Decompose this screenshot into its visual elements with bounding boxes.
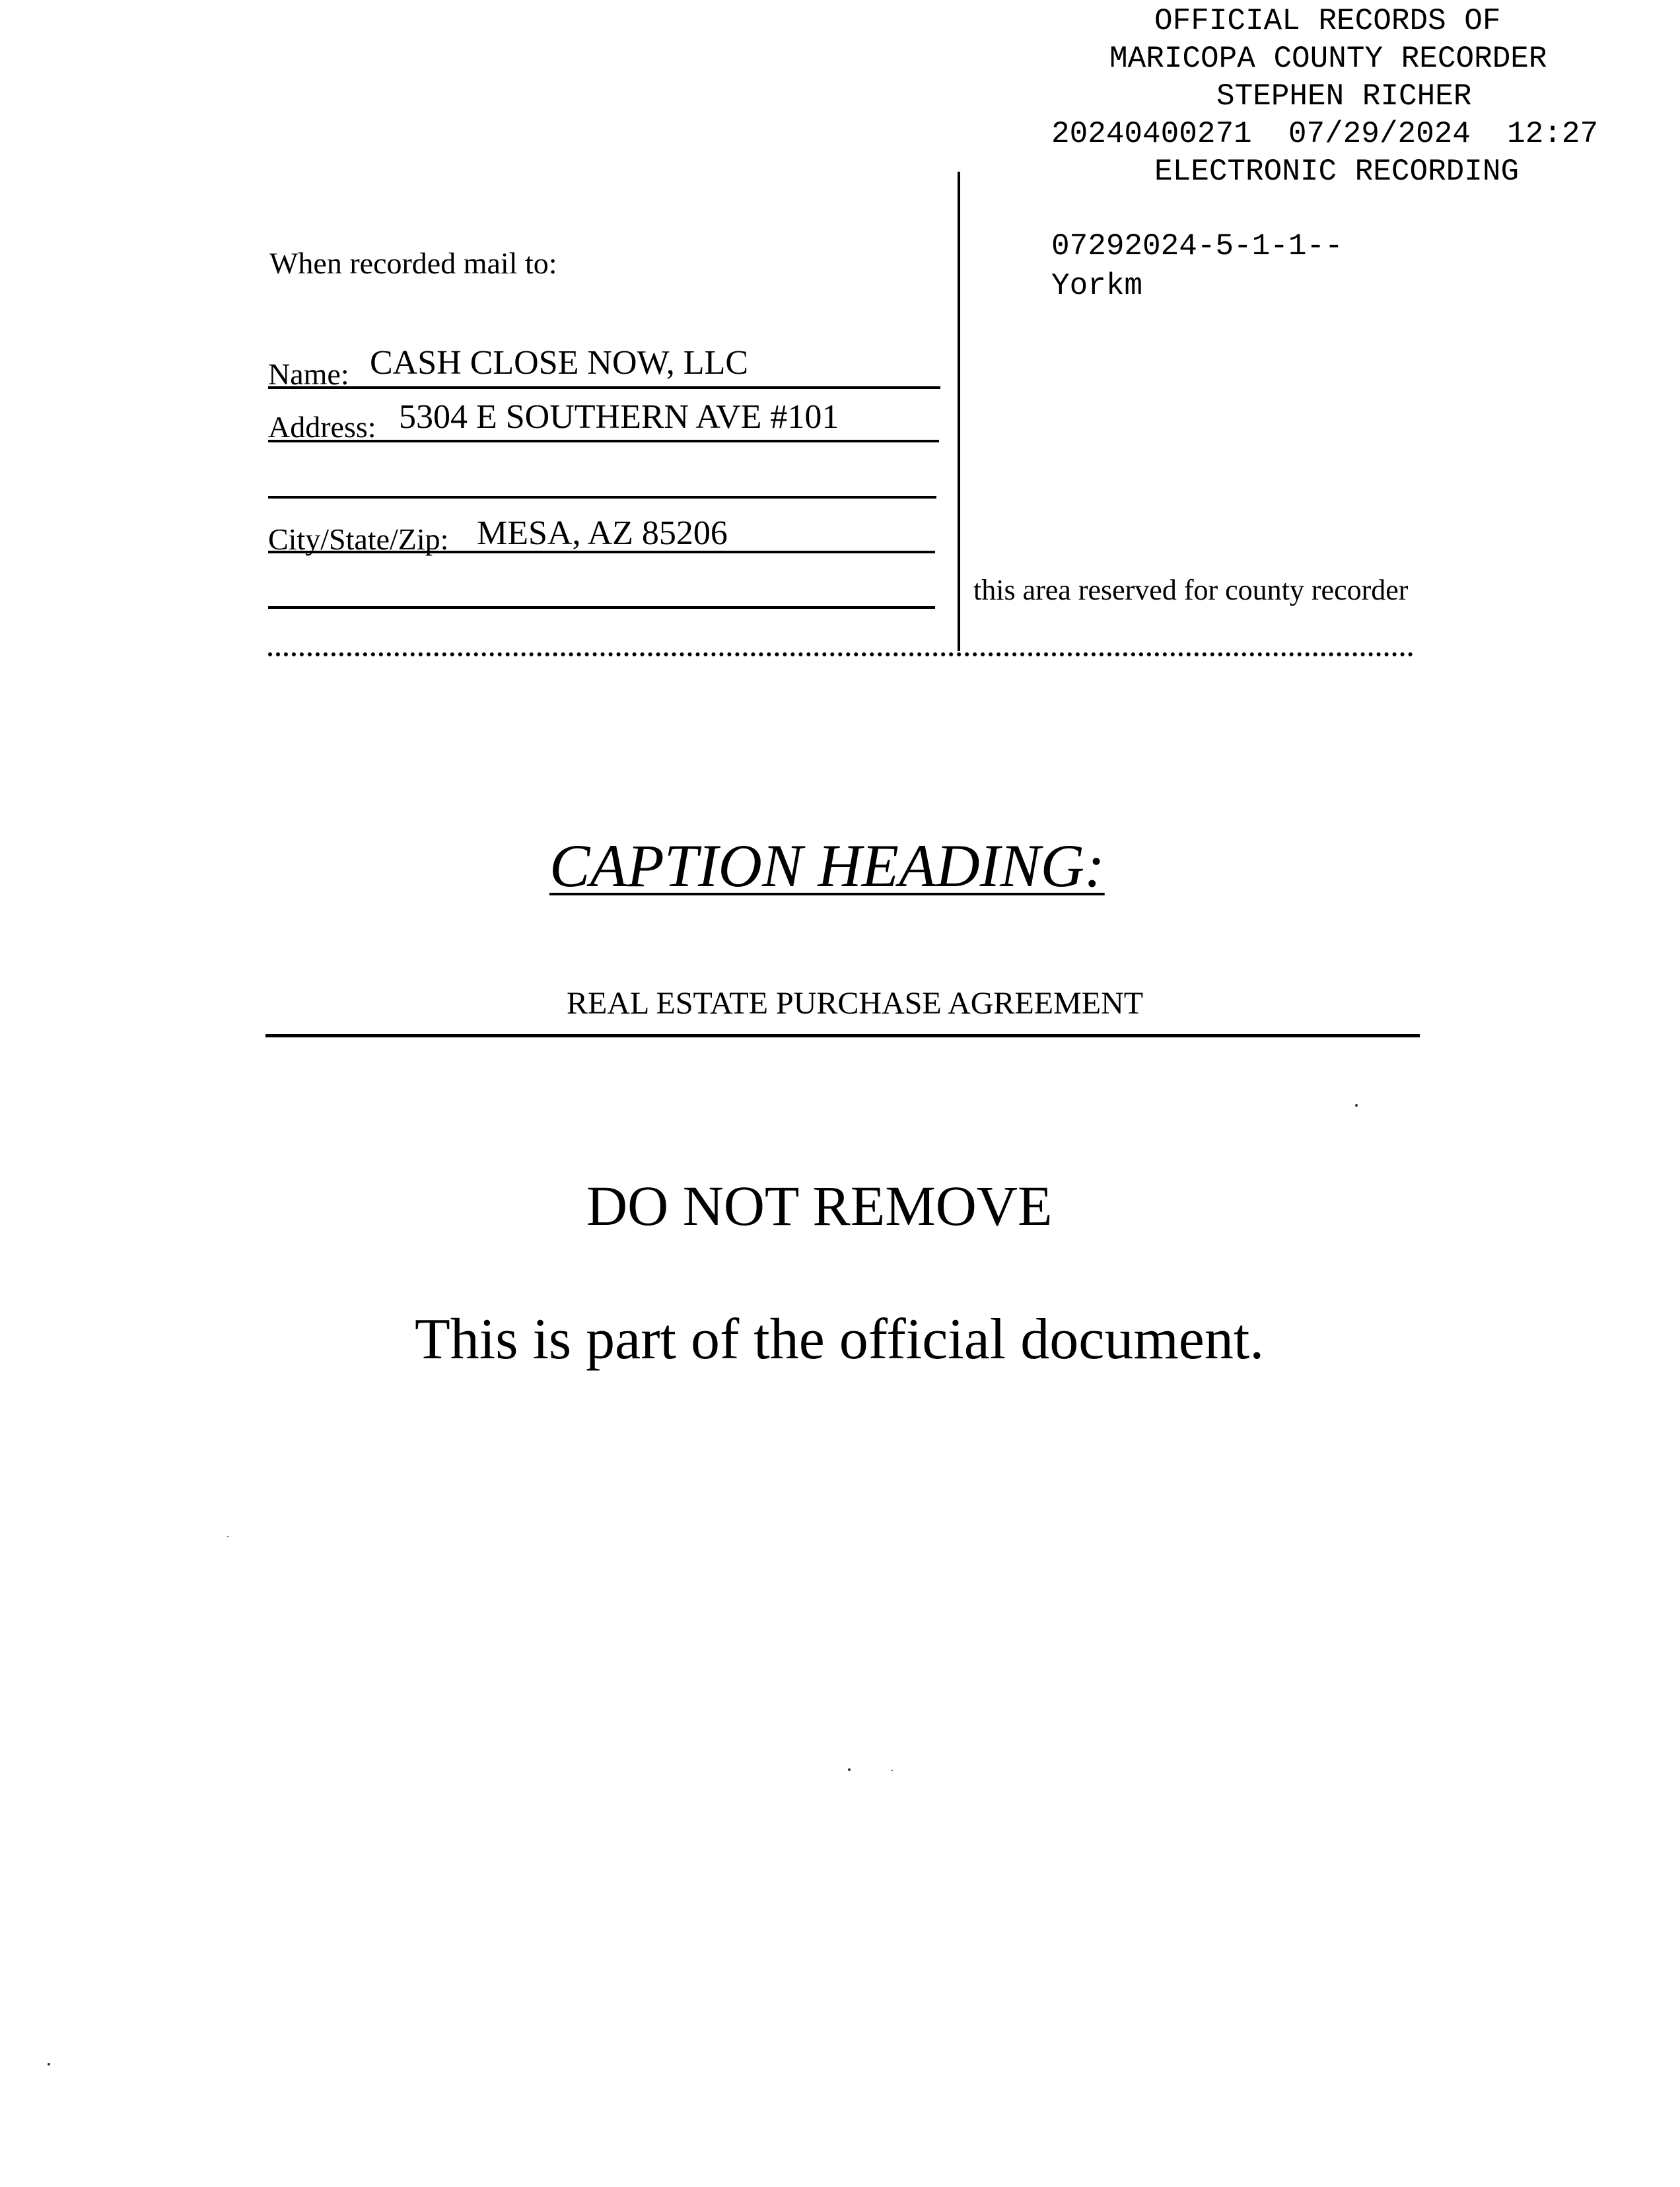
address-value: 5304 E SOUTHERN AVE #101 xyxy=(399,398,839,436)
official-document-notice: This is part of the official document. xyxy=(415,1307,1265,1371)
stamp-line-recorder-name: STEPHEN RICHER xyxy=(1216,79,1472,114)
scan-speck xyxy=(1355,1104,1358,1107)
scan-speck xyxy=(848,1768,851,1771)
document-type: REAL ESTATE PURCHASE AGREEMENT xyxy=(567,986,1144,1021)
extra-line-underline xyxy=(268,606,935,609)
recorder-area-note: this area reserved for county recorder xyxy=(973,574,1409,606)
recorder-area-divider xyxy=(958,172,960,651)
stamp-line-official-records: OFFICIAL RECORDS OF xyxy=(1154,4,1501,38)
document-type-underline xyxy=(265,1034,1420,1037)
stamp-line-batch-id: 07292024-5-1-1-- xyxy=(1051,229,1343,263)
address-underline xyxy=(268,440,939,442)
scan-speck xyxy=(48,2063,50,2066)
stamp-line-clerk: Yorkm xyxy=(1051,269,1143,303)
city-state-zip-value: MESA, AZ 85206 xyxy=(477,514,728,552)
stamp-line-electronic-recording: ELECTRONIC RECORDING xyxy=(1154,155,1520,189)
dotted-separator xyxy=(268,652,1413,656)
address-line-2-underline xyxy=(268,496,936,499)
scan-speck xyxy=(227,1536,228,1537)
name-value: CASH CLOSE NOW, LLC xyxy=(370,344,749,382)
mail-to-header: When recorded mail to: xyxy=(269,246,557,280)
name-underline xyxy=(268,386,940,389)
address-label: Address: xyxy=(268,410,376,444)
city-state-zip-label: City/State/Zip: xyxy=(268,522,449,556)
stamp-line-record-number-date: 20240400271 07/29/2024 12:27 xyxy=(1051,117,1599,151)
name-label: Name: xyxy=(268,357,349,391)
city-state-zip-underline xyxy=(268,551,935,553)
stamp-line-county-recorder: MARICOPA COUNTY RECORDER xyxy=(1109,42,1547,76)
do-not-remove-notice: DO NOT REMOVE xyxy=(586,1174,1053,1237)
recorder-stamp xyxy=(0,0,1680,317)
caption-heading: CAPTION HEADING: xyxy=(549,832,1105,899)
scan-speck xyxy=(892,1770,893,1771)
